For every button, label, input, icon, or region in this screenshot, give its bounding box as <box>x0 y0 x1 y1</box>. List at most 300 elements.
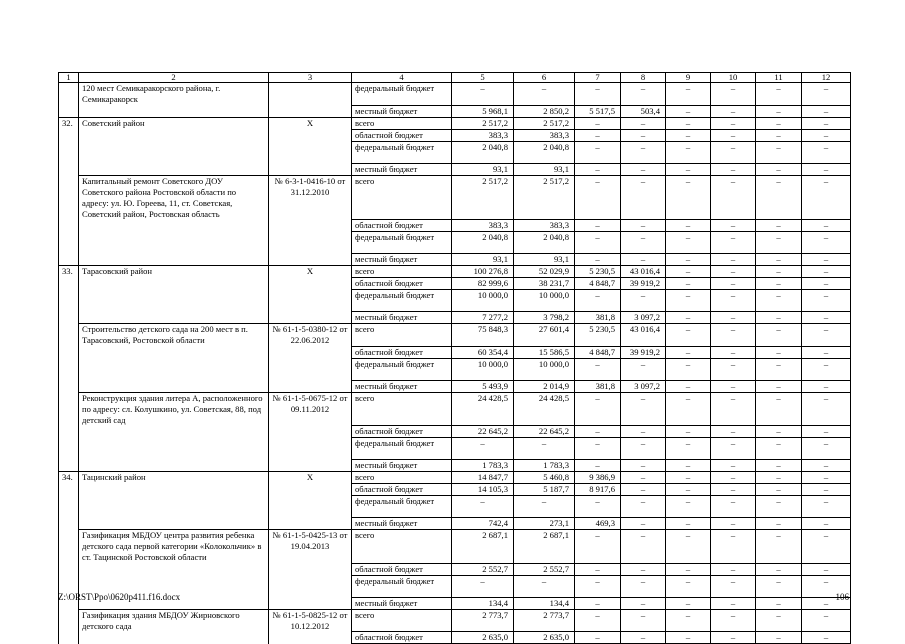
document-number-cell <box>269 426 352 438</box>
value-cell-col-9: – <box>666 358 711 380</box>
table-row <box>59 117 851 129</box>
document-number-cell: № 61-1-5-0425-13 от 19.04.2013 <box>269 530 352 564</box>
value-cell-col-7: – <box>575 563 621 575</box>
col-num-11: 11 <box>756 73 802 83</box>
object-name-cell: Строительство детского сада на 200 мест в п. Тарасовский, Ростовской области <box>79 324 269 347</box>
budget-type-cell: областной бюджет <box>352 484 452 496</box>
budget-type-cell: областной бюджет <box>352 220 452 232</box>
value-cell-col-12: – <box>802 83 851 106</box>
value-cell-col-6: 38 231,7 <box>514 278 575 290</box>
value-cell-col-10: – <box>711 392 756 426</box>
section-number-cell: 33. <box>59 266 79 278</box>
value-cell-col-10: – <box>711 460 756 472</box>
table-row <box>59 163 851 175</box>
document-number-cell <box>269 438 352 460</box>
value-cell-col-9: – <box>666 266 711 278</box>
value-cell-col-7: 4 848,7 <box>575 278 621 290</box>
document-number-cell <box>269 632 352 644</box>
object-name-cell: Тацинский район <box>79 472 269 484</box>
value-cell-col-8: – <box>621 563 666 575</box>
value-cell-col-8: – <box>621 472 666 484</box>
budget-type-cell: областной бюджет <box>352 632 452 644</box>
document-number-cell <box>269 83 352 106</box>
value-cell-col-10: – <box>711 496 756 518</box>
value-cell-col-10: – <box>711 129 756 141</box>
value-cell-col-5: – <box>452 496 514 518</box>
value-cell-col-11: – <box>756 254 802 266</box>
value-cell-col-6: 2 552,7 <box>514 563 575 575</box>
value-cell-col-6: 383,3 <box>514 220 575 232</box>
table-row <box>59 563 851 575</box>
value-cell-col-11: – <box>756 105 802 117</box>
value-cell-col-11: – <box>756 563 802 575</box>
value-cell-col-12: – <box>802 278 851 290</box>
object-name-cell <box>79 232 269 254</box>
document-number-cell: № 61-1-5-0380-12 от 22.06.2012 <box>269 324 352 347</box>
budget-type-cell: всего <box>352 609 452 632</box>
section-number-cell <box>59 290 79 312</box>
document-number-cell <box>269 460 352 472</box>
value-cell-col-8: – <box>621 117 666 129</box>
value-cell-col-5: 24 428,5 <box>452 392 514 426</box>
object-name-cell <box>79 163 269 175</box>
value-cell-col-7: 5 230,5 <box>575 324 621 347</box>
value-cell-col-9: – <box>666 597 711 609</box>
value-cell-col-11: – <box>756 175 802 220</box>
value-cell-col-8: – <box>621 530 666 564</box>
value-cell-col-7: 5 230,5 <box>575 266 621 278</box>
value-cell-col-6: 52 029,9 <box>514 266 575 278</box>
budget-type-cell: всего <box>352 175 452 220</box>
value-cell-col-12: – <box>802 472 851 484</box>
value-cell-col-8: 39 919,2 <box>621 346 666 358</box>
value-cell-col-12: – <box>802 105 851 117</box>
section-number-cell <box>59 175 79 220</box>
section-number-cell <box>59 324 79 347</box>
object-name-cell <box>79 129 269 141</box>
value-cell-col-10: – <box>711 530 756 564</box>
table-row <box>59 530 851 564</box>
object-name-cell <box>79 358 269 380</box>
value-cell-col-10: – <box>711 324 756 347</box>
col-num-12: 12 <box>802 73 851 83</box>
value-cell-col-10: – <box>711 266 756 278</box>
value-cell-col-12: – <box>802 346 851 358</box>
value-cell-col-8: – <box>621 163 666 175</box>
value-cell-col-12: – <box>802 232 851 254</box>
object-name-cell <box>79 141 269 163</box>
value-cell-col-9: – <box>666 426 711 438</box>
table-row <box>59 83 851 106</box>
value-cell-col-9: – <box>666 530 711 564</box>
value-cell-col-8: – <box>621 129 666 141</box>
value-cell-col-6: – <box>514 83 575 106</box>
document-number-cell <box>269 496 352 518</box>
section-number-cell <box>59 609 79 632</box>
value-cell-col-5: 22 645,2 <box>452 426 514 438</box>
document-number-cell <box>269 575 352 597</box>
table-row <box>59 632 851 644</box>
value-cell-col-11: – <box>756 163 802 175</box>
object-name-cell <box>79 105 269 117</box>
table-row <box>59 129 851 141</box>
value-cell-col-6: 383,3 <box>514 129 575 141</box>
value-cell-col-6: 2 635,0 <box>514 632 575 644</box>
value-cell-col-8: – <box>621 392 666 426</box>
value-cell-col-10: – <box>711 632 756 644</box>
budget-type-cell: всего <box>352 472 452 484</box>
table-row <box>59 392 851 426</box>
document-number-cell <box>269 358 352 380</box>
value-cell-col-9: – <box>666 496 711 518</box>
value-cell-col-8: 43 016,4 <box>621 324 666 347</box>
value-cell-col-12: – <box>802 266 851 278</box>
value-cell-col-5: – <box>452 438 514 460</box>
value-cell-col-12: – <box>802 484 851 496</box>
document-number-cell: № 61-1-5-0825-12 от 10.12.2012 <box>269 609 352 632</box>
value-cell-col-10: – <box>711 472 756 484</box>
value-cell-col-8: – <box>621 484 666 496</box>
value-cell-col-9: – <box>666 117 711 129</box>
budget-type-cell: всего <box>352 324 452 347</box>
table-row <box>59 266 851 278</box>
value-cell-col-7: – <box>575 530 621 564</box>
value-cell-col-6: – <box>514 575 575 597</box>
value-cell-col-9: – <box>666 83 711 106</box>
value-cell-col-8: – <box>621 232 666 254</box>
footer-file-path: Z:\ORST\Ppo\0620p411.f16.docx <box>58 592 181 602</box>
budget-type-cell: областной бюджет <box>352 278 452 290</box>
object-name-cell: Реконструкция здания литера А, расположенного по адресу: сл. Колушкино, ул. Советская, 88, под детский сад <box>79 392 269 426</box>
document-number-cell <box>269 232 352 254</box>
value-cell-col-9: – <box>666 346 711 358</box>
value-cell-col-12: – <box>802 163 851 175</box>
value-cell-col-8: – <box>621 254 666 266</box>
table-row <box>59 472 851 484</box>
value-cell-col-9: – <box>666 380 711 392</box>
value-cell-col-11: – <box>756 312 802 324</box>
value-cell-col-6: 1 783,3 <box>514 460 575 472</box>
value-cell-col-9: – <box>666 484 711 496</box>
value-cell-col-12: – <box>802 380 851 392</box>
value-cell-col-8: – <box>621 597 666 609</box>
document-number-cell <box>269 484 352 496</box>
table-row <box>59 175 851 220</box>
value-cell-col-8: 39 919,2 <box>621 278 666 290</box>
object-name-cell: Тарасовский район <box>79 266 269 278</box>
budget-type-cell: федеральный бюджет <box>352 575 452 597</box>
value-cell-col-6: 2 850,2 <box>514 105 575 117</box>
value-cell-col-12: – <box>802 312 851 324</box>
value-cell-col-5: 1 783,3 <box>452 460 514 472</box>
document-number-cell <box>269 312 352 324</box>
value-cell-col-10: – <box>711 346 756 358</box>
value-cell-col-10: – <box>711 575 756 597</box>
col-num-2: 2 <box>79 73 269 83</box>
budget-type-cell: федеральный бюджет <box>352 496 452 518</box>
value-cell-col-9: – <box>666 175 711 220</box>
object-name-cell <box>79 484 269 496</box>
value-cell-col-11: – <box>756 358 802 380</box>
value-cell-col-7: – <box>575 575 621 597</box>
table-body <box>59 73 851 644</box>
table-row <box>59 105 851 117</box>
value-cell-col-11: – <box>756 129 802 141</box>
budget-type-cell: областной бюджет <box>352 563 452 575</box>
section-number-cell <box>59 438 79 460</box>
section-number-cell <box>59 380 79 392</box>
value-cell-col-12: – <box>802 175 851 220</box>
value-cell-col-11: – <box>756 117 802 129</box>
value-cell-col-12: – <box>802 358 851 380</box>
value-cell-col-8: – <box>621 426 666 438</box>
value-cell-col-7: 381,8 <box>575 380 621 392</box>
document-number-cell <box>269 105 352 117</box>
value-cell-col-11: – <box>756 496 802 518</box>
value-cell-col-8: – <box>621 141 666 163</box>
value-cell-col-7: – <box>575 632 621 644</box>
value-cell-col-6: 2 773,7 <box>514 609 575 632</box>
budget-type-cell: областной бюджет <box>352 129 452 141</box>
value-cell-col-6: 5 187,7 <box>514 484 575 496</box>
value-cell-col-10: – <box>711 117 756 129</box>
value-cell-col-11: – <box>756 484 802 496</box>
col-num-5: 5 <box>452 73 514 83</box>
col-num-7: 7 <box>575 73 621 83</box>
value-cell-col-10: – <box>711 438 756 460</box>
budget-type-cell: федеральный бюджет <box>352 232 452 254</box>
value-cell-col-10: – <box>711 312 756 324</box>
value-cell-col-8: – <box>621 290 666 312</box>
value-cell-col-7: – <box>575 597 621 609</box>
budget-type-cell: федеральный бюджет <box>352 290 452 312</box>
value-cell-col-6: – <box>514 438 575 460</box>
section-number-cell <box>59 129 79 141</box>
document-number-cell <box>269 597 352 609</box>
value-cell-col-7: – <box>575 460 621 472</box>
section-number-cell <box>59 163 79 175</box>
value-cell-col-5: 2 773,7 <box>452 609 514 632</box>
value-cell-col-10: – <box>711 220 756 232</box>
value-cell-col-9: – <box>666 632 711 644</box>
value-cell-col-7: 381,8 <box>575 312 621 324</box>
value-cell-col-10: – <box>711 518 756 530</box>
value-cell-col-12: – <box>802 117 851 129</box>
section-number-cell <box>59 358 79 380</box>
value-cell-col-5: 5 493,9 <box>452 380 514 392</box>
section-number-cell <box>59 346 79 358</box>
value-cell-col-11: – <box>756 290 802 312</box>
value-cell-col-11: – <box>756 266 802 278</box>
value-cell-col-11: – <box>756 438 802 460</box>
value-cell-col-10: – <box>711 426 756 438</box>
value-cell-col-8: 3 097,2 <box>621 312 666 324</box>
value-cell-col-7: – <box>575 141 621 163</box>
value-cell-col-7: 9 386,9 <box>575 472 621 484</box>
value-cell-col-9: – <box>666 575 711 597</box>
value-cell-col-9: – <box>666 290 711 312</box>
value-cell-col-9: – <box>666 563 711 575</box>
col-num-4: 4 <box>352 73 452 83</box>
value-cell-col-6: 22 645,2 <box>514 426 575 438</box>
section-number-cell <box>59 563 79 575</box>
object-name-cell <box>79 460 269 472</box>
document-number-cell <box>269 129 352 141</box>
value-cell-col-5: – <box>452 575 514 597</box>
value-cell-col-8: – <box>621 575 666 597</box>
value-cell-col-5: 2 040,8 <box>452 232 514 254</box>
value-cell-col-8: – <box>621 175 666 220</box>
document-number-cell <box>269 254 352 266</box>
document-number-cell <box>269 290 352 312</box>
object-name-cell: Советский район <box>79 117 269 129</box>
value-cell-col-7: 469,3 <box>575 518 621 530</box>
value-cell-col-7: – <box>575 392 621 426</box>
value-cell-col-8: – <box>621 358 666 380</box>
value-cell-col-5: 134,4 <box>452 597 514 609</box>
value-cell-col-5: 10 000,0 <box>452 290 514 312</box>
object-name-cell <box>79 426 269 438</box>
value-cell-col-6: 10 000,0 <box>514 290 575 312</box>
column-number-row <box>59 73 851 83</box>
table-row <box>59 220 851 232</box>
value-cell-col-12: – <box>802 496 851 518</box>
section-number-cell <box>59 496 79 518</box>
value-cell-col-9: – <box>666 105 711 117</box>
table-row <box>59 496 851 518</box>
budget-type-cell: областной бюджет <box>352 346 452 358</box>
value-cell-col-8: 503,4 <box>621 105 666 117</box>
table-row <box>59 312 851 324</box>
value-cell-col-10: – <box>711 563 756 575</box>
value-cell-col-10: – <box>711 254 756 266</box>
section-number-cell: 34. <box>59 472 79 484</box>
value-cell-col-7: – <box>575 220 621 232</box>
table-row <box>59 380 851 392</box>
value-cell-col-11: – <box>756 141 802 163</box>
object-name-cell <box>79 496 269 518</box>
value-cell-col-12: – <box>802 141 851 163</box>
budget-type-cell: областной бюджет <box>352 426 452 438</box>
value-cell-col-6: 15 586,5 <box>514 346 575 358</box>
col-num-1: 1 <box>59 73 79 83</box>
table-row <box>59 324 851 347</box>
value-cell-col-5: 14 847,7 <box>452 472 514 484</box>
section-number-cell <box>59 426 79 438</box>
section-number-cell <box>59 312 79 324</box>
value-cell-col-8: – <box>621 609 666 632</box>
value-cell-col-6: 2 517,2 <box>514 175 575 220</box>
value-cell-col-8: – <box>621 83 666 106</box>
document-number-cell <box>269 518 352 530</box>
budget-table <box>58 72 851 644</box>
document-number-cell <box>269 563 352 575</box>
value-cell-col-10: – <box>711 163 756 175</box>
value-cell-col-8: 3 097,2 <box>621 380 666 392</box>
value-cell-col-12: – <box>802 460 851 472</box>
budget-type-cell: местный бюджет <box>352 460 452 472</box>
value-cell-col-9: – <box>666 129 711 141</box>
section-number-cell <box>59 530 79 564</box>
section-number-cell <box>59 392 79 426</box>
value-cell-col-5: 2 517,2 <box>452 117 514 129</box>
value-cell-col-7: – <box>575 232 621 254</box>
table-row <box>59 141 851 163</box>
value-cell-col-10: – <box>711 278 756 290</box>
value-cell-col-12: – <box>802 609 851 632</box>
value-cell-col-11: – <box>756 232 802 254</box>
object-name-cell <box>79 312 269 324</box>
value-cell-col-10: – <box>711 597 756 609</box>
value-cell-col-5: 383,3 <box>452 129 514 141</box>
table-row <box>59 484 851 496</box>
budget-type-cell: всего <box>352 117 452 129</box>
budget-type-cell: местный бюджет <box>352 380 452 392</box>
object-name-cell <box>79 278 269 290</box>
value-cell-col-6: 2 517,2 <box>514 117 575 129</box>
value-cell-col-12: – <box>802 575 851 597</box>
object-name-cell <box>79 438 269 460</box>
value-cell-col-5: 10 000,0 <box>452 358 514 380</box>
value-cell-col-9: – <box>666 254 711 266</box>
value-cell-col-5: 2 040,8 <box>452 141 514 163</box>
value-cell-col-12: – <box>802 632 851 644</box>
value-cell-col-6: 93,1 <box>514 163 575 175</box>
value-cell-col-11: – <box>756 392 802 426</box>
value-cell-col-12: – <box>802 438 851 460</box>
value-cell-col-5: 75 848,3 <box>452 324 514 347</box>
value-cell-col-12: – <box>802 530 851 564</box>
table-row <box>59 609 851 632</box>
section-number-cell <box>59 105 79 117</box>
object-name-cell <box>79 632 269 644</box>
value-cell-col-9: – <box>666 324 711 347</box>
object-name-cell: Капитальный ремонт Советского ДОУ Советского района Ростовской области по адресу: ул. Ю. Гореева, 11, ст. Советская, Советский район, Ростовская область <box>79 175 269 220</box>
value-cell-col-7: – <box>575 358 621 380</box>
section-number-cell <box>59 254 79 266</box>
budget-type-cell: местный бюджет <box>352 312 452 324</box>
value-cell-col-11: – <box>756 472 802 484</box>
page-number: 106 <box>835 592 849 602</box>
object-name-cell <box>79 518 269 530</box>
value-cell-col-8: – <box>621 460 666 472</box>
col-num-10: 10 <box>711 73 756 83</box>
value-cell-col-5: 2 635,0 <box>452 632 514 644</box>
value-cell-col-12: – <box>802 129 851 141</box>
value-cell-col-9: – <box>666 232 711 254</box>
value-cell-col-6: 10 000,0 <box>514 358 575 380</box>
value-cell-col-12: – <box>802 392 851 426</box>
value-cell-col-9: – <box>666 278 711 290</box>
object-name-cell: Газификация МБДОУ центра развития ребенка детского сада первой категории «Колокольчик» в ст. Тацинской Ростовской области <box>79 530 269 564</box>
section-number-cell <box>59 460 79 472</box>
document-number-cell <box>269 278 352 290</box>
value-cell-col-10: – <box>711 609 756 632</box>
value-cell-col-12: – <box>802 597 851 609</box>
value-cell-col-5: 7 277,2 <box>452 312 514 324</box>
value-cell-col-9: – <box>666 438 711 460</box>
table-row <box>59 232 851 254</box>
value-cell-col-7: – <box>575 117 621 129</box>
table-row <box>59 438 851 460</box>
value-cell-col-11: – <box>756 380 802 392</box>
value-cell-col-8: – <box>621 632 666 644</box>
value-cell-col-8: 43 016,4 <box>621 266 666 278</box>
value-cell-col-6: – <box>514 496 575 518</box>
value-cell-col-8: – <box>621 220 666 232</box>
budget-type-cell: федеральный бюджет <box>352 438 452 460</box>
object-name-cell: Газификация здания МБДОУ Жирновского детского сада <box>79 609 269 632</box>
